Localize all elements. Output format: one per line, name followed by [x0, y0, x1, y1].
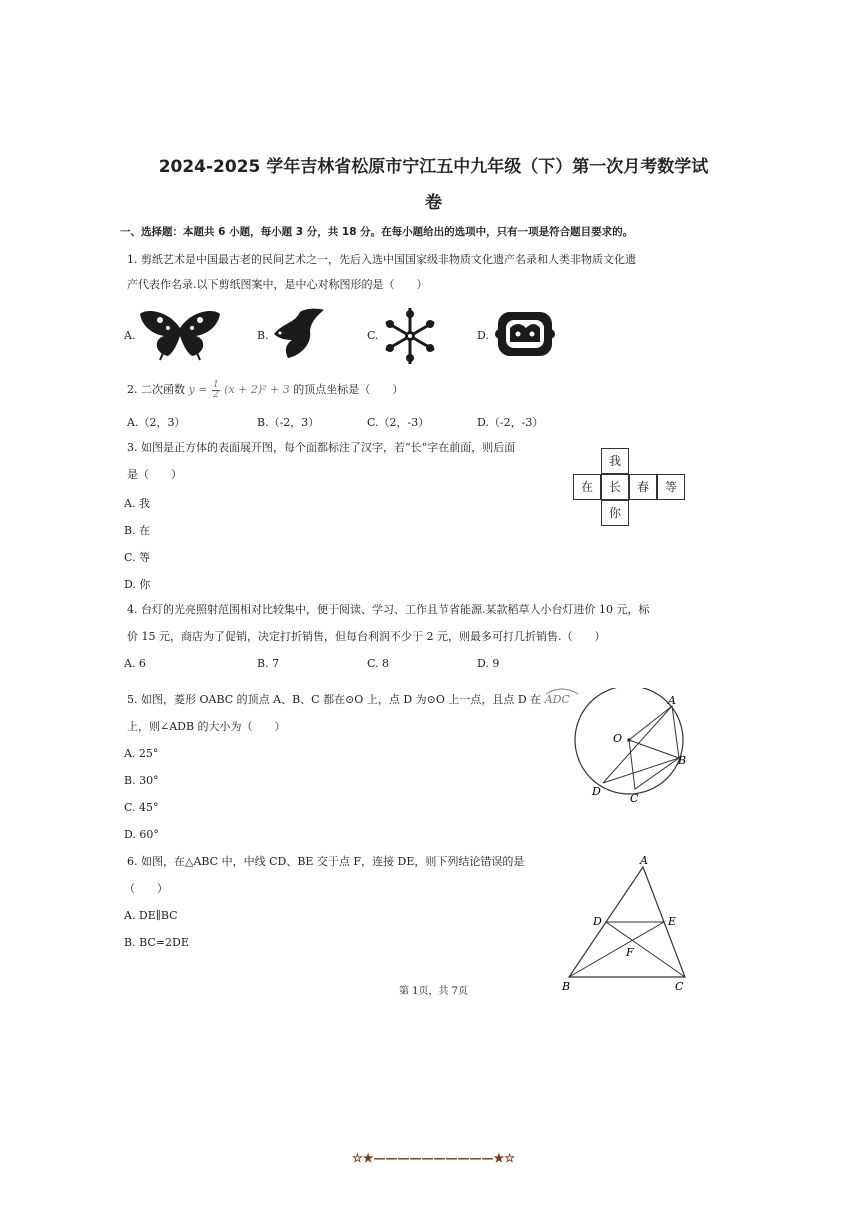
q2-line [127, 379, 403, 401]
q3-option-c: C. 等 [124, 551, 151, 564]
median-be [569, 922, 664, 977]
q5-line1 [127, 690, 570, 707]
rhombus-oabc [629, 706, 679, 789]
q1-option-c: C. [367, 329, 379, 342]
q2-frac-den: 2 [212, 389, 219, 400]
q2-option-a: A.（2，3） [127, 416, 186, 429]
q1-option-a: A. [124, 329, 136, 342]
cube-face-right2: 等 [657, 474, 685, 500]
q2-option-d: D.（-2，-3） [477, 416, 544, 429]
cube-face-right1: 春 [629, 474, 657, 500]
label-c: C [675, 980, 684, 993]
q5-option-a: A. 25° [124, 747, 159, 760]
page-footer: 第 1页，共 7页 [398, 986, 469, 997]
q1-option-b: B. [257, 329, 269, 342]
cube-face-left: 在 [573, 474, 601, 500]
label-c: C [630, 792, 639, 805]
circle-rhombus-diagram [566, 688, 696, 808]
q4-option-c: C. 8 [367, 657, 390, 670]
q5-line2: 上，则∠ADB 的大小为（ ） [127, 720, 286, 733]
q1-line1: 1. 剪纸艺术是中国最古老的民间艺术之一，先后入选中国国家级非物质文化遗产名录和人类非物质文化遗 [127, 253, 636, 266]
cube-face-bottom: 你 [601, 500, 629, 526]
q6-line2: （ ） [124, 882, 168, 895]
q4-option-d: D. 9 [477, 657, 500, 670]
label-d: D [593, 915, 602, 928]
q5-option-d: D. 60° [124, 828, 159, 841]
q3-option-d: D. 你 [124, 578, 151, 591]
exam-title-line1: 2024-2025 学年吉林省松原市宁江五中九年级（下）第一次月考数学试 [158, 157, 709, 177]
label-a: A [640, 854, 648, 867]
label-o: O [613, 732, 623, 745]
papercut-ornament-image [492, 308, 558, 360]
q6-option-b: B. BC=2DE [124, 936, 189, 949]
triangle-median-diagram [556, 852, 696, 998]
section-heading: 一、选择题：本题共 6 小题，每小题 3 分，共 18 分。在每小题给出的选项中，只有一项是符合题目要求的。 [120, 226, 634, 238]
q3-option-b: B. 在 [124, 524, 151, 537]
q4-line1: 4. 台灯的光亮照射范围相对比较集中，便于阅读、学习、工作且节省能源.某款稻草人小台灯进价 10 元，标 [127, 603, 650, 616]
q6-option-a: A. DE∥BC [124, 909, 178, 922]
papercut-bird-image [266, 306, 328, 360]
label-d: D [592, 785, 601, 798]
cube-face-center: 长 [601, 474, 629, 500]
q5-arc-label: ADC [544, 693, 570, 706]
label-a: A [668, 694, 676, 707]
q3-option-a: A. 我 [124, 497, 150, 510]
median-cd [606, 922, 685, 977]
q2-option-b: B.（-2，3） [257, 416, 320, 429]
bottom-decoration: ☆★——————————★☆ [351, 1151, 516, 1165]
q5-option-c: C. 45° [124, 801, 159, 814]
papercut-snowflake-image [380, 306, 440, 366]
q3-line1: 3. 如图是正方体的表面展开图，每个面都标注了汉字，若“长”字在前面，则后面 [127, 441, 516, 454]
label-b: B [678, 754, 687, 767]
exam-title-line2: 卷 [425, 193, 442, 213]
q6-line1: 6. 如图，在△ABC 中，中线 CD、BE 交于点 F，连接 DE，则下列结论错误的是 [127, 855, 525, 868]
q2-prefix: 2. 二次函数 [127, 383, 185, 396]
cube-face-top: 我 [601, 448, 629, 474]
label-e: E [668, 915, 677, 928]
q1-option-d: D. [477, 329, 489, 342]
q2-expr: (x + 2)² + 3 [224, 383, 290, 396]
q2-y: y = [188, 383, 208, 396]
q5-text: 5. 如图，菱形 OABC 的顶点 A、B、C 都在⊙O 上，点 D 为⊙O 上一点，且点 D 在 [127, 693, 542, 706]
q2-option-c: C.（2，-3） [367, 416, 430, 429]
q4-option-b: B. 7 [257, 657, 280, 670]
q3-line2: 是（ ） [127, 468, 182, 481]
q1-line2: 产代表作名录.以下剪纸图案中，是中心对称图形的是（ ） [127, 278, 428, 291]
q2-fraction [212, 381, 220, 400]
label-f: F [626, 946, 634, 959]
q5-option-b: B. 30° [124, 774, 159, 787]
label-b: B [562, 980, 571, 993]
q4-line2: 价 15 元，商店为了促销，决定打折销售，但每台利润不少于 2 元，则最多可打几折销售.（ ） [127, 630, 606, 643]
q4-option-a: A. 6 [124, 657, 146, 670]
q2-frac-num: 1 [212, 379, 219, 390]
q2-suffix: 的顶点坐标是（ ） [293, 383, 404, 396]
papercut-butterfly-image [138, 306, 222, 364]
